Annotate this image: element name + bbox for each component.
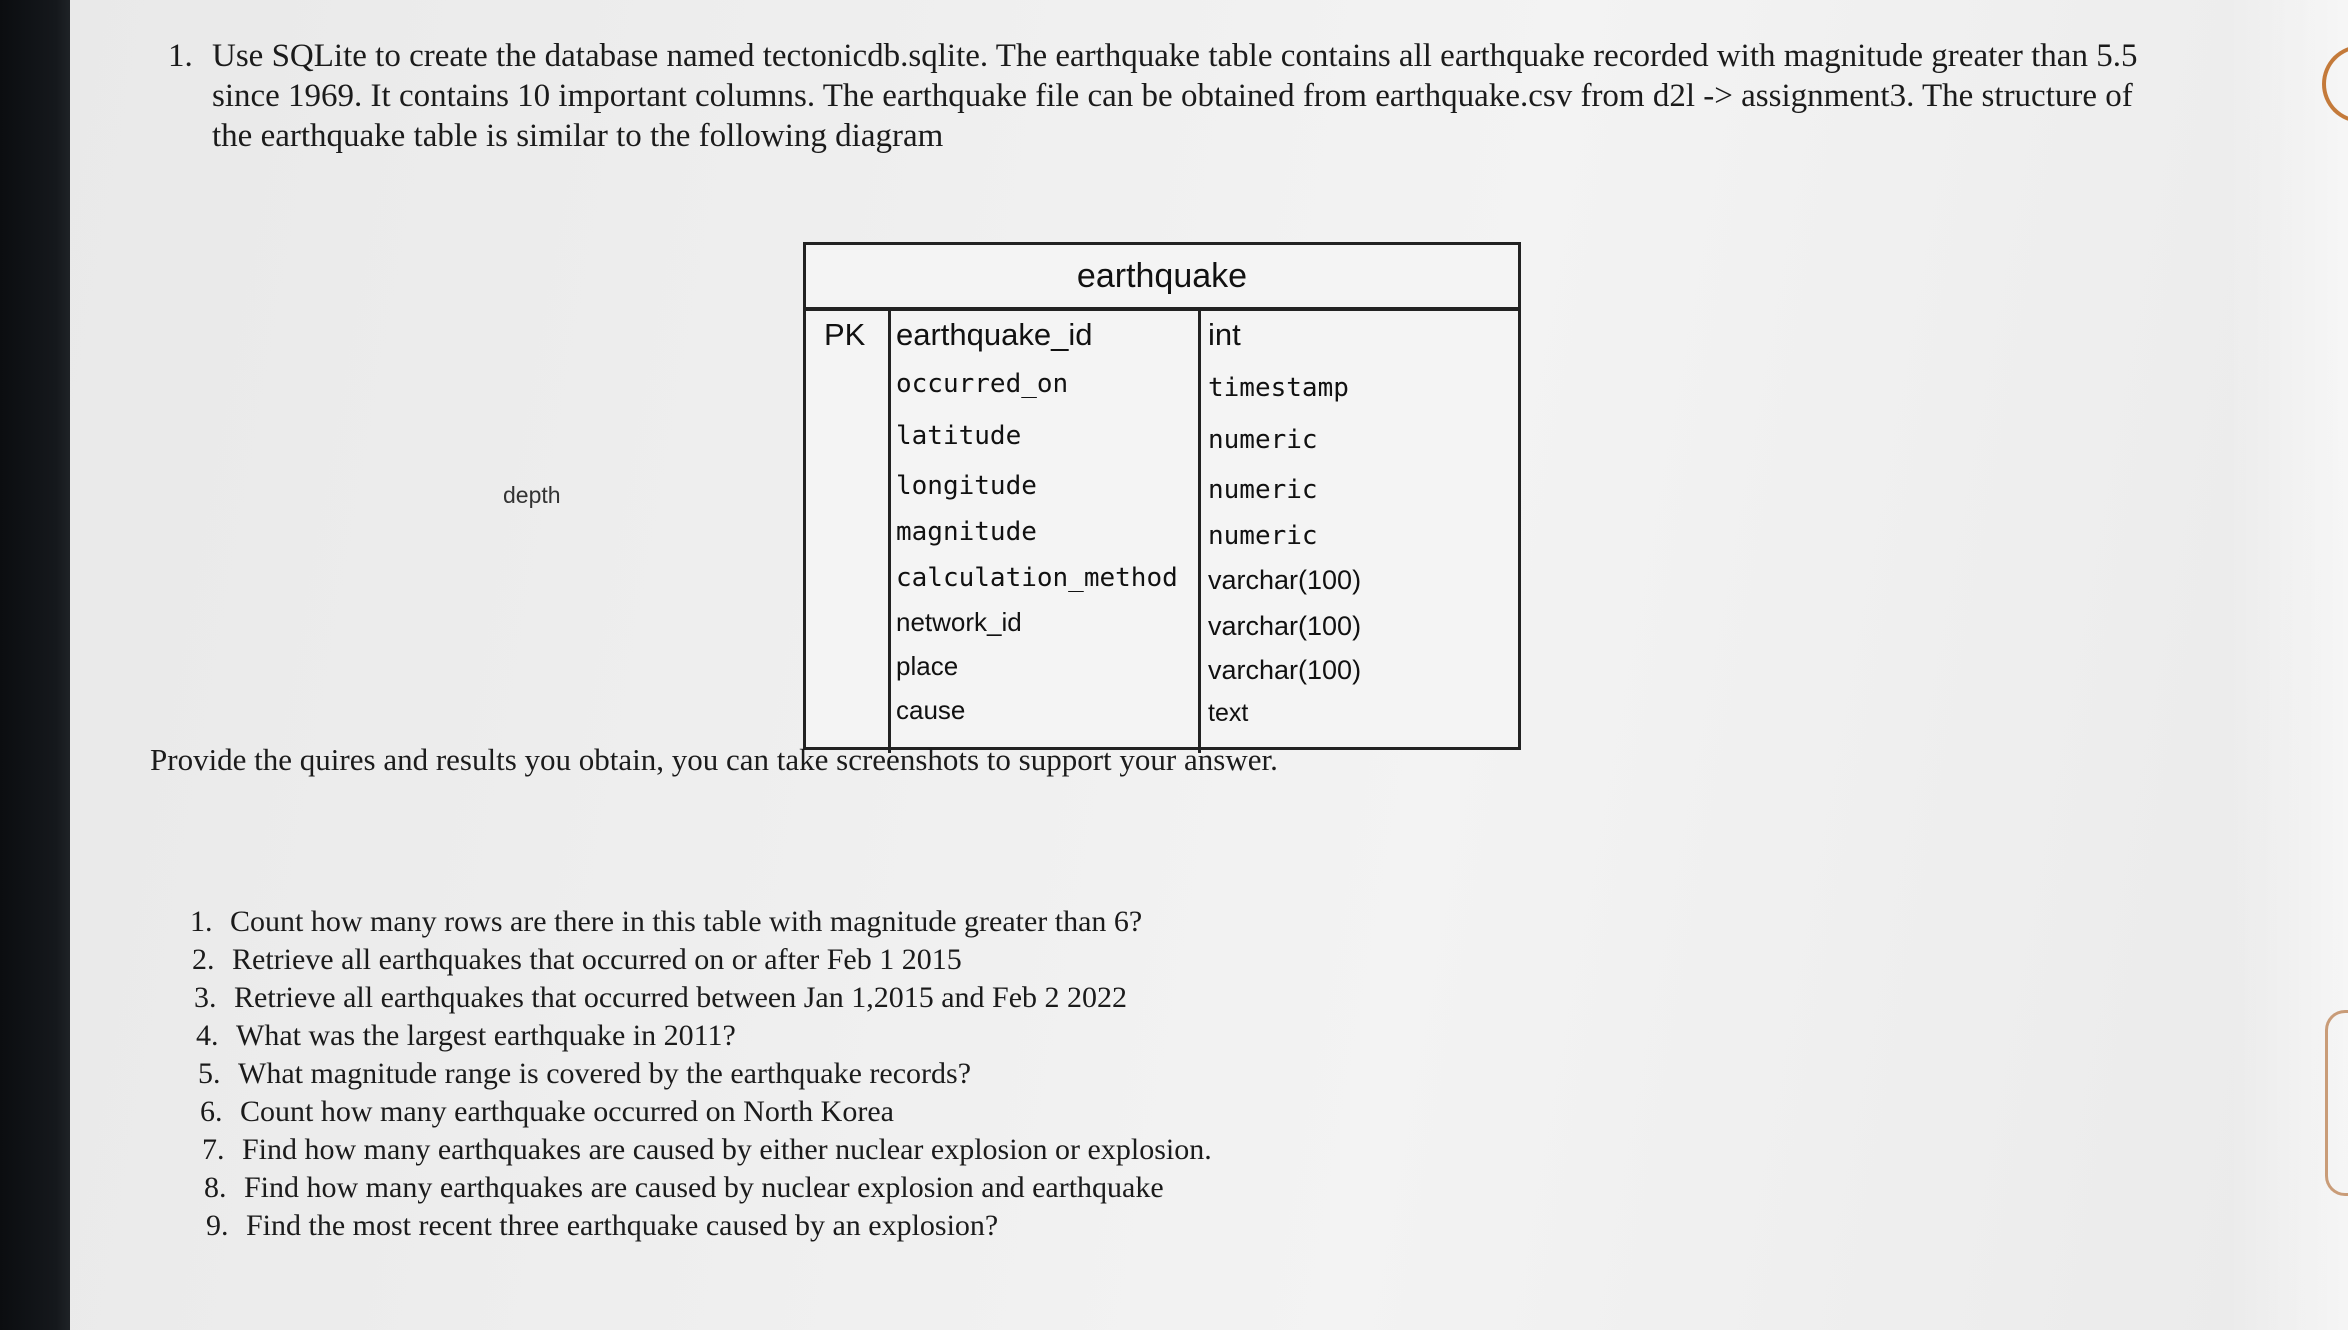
column-name: occurred_on [896,369,1069,399]
question-text: Retrieve all earthquakes that occurred on or after Feb 1 2015 [232,943,962,976]
column-name: magnitude [896,517,1037,547]
intro-number: 1. [168,38,193,74]
column-name: longitude [896,471,1037,501]
question-number: 9. [206,1209,229,1242]
column-type: numeric [1208,521,1318,551]
dark-left-edge [0,0,80,1330]
question-number: 7. [202,1133,225,1166]
column-type: varchar(100) [1208,611,1362,641]
question-text: Retrieve all earthquakes that occurred between Jan 1,2015 and Feb 2 2022 [234,981,1128,1014]
list-item [190,905,1142,939]
question-text: Count how many rows are there in this table with magnitude greater than 6? [230,905,1143,938]
list-item [206,1209,998,1243]
list-item [204,1171,1164,1205]
list-item [194,981,1127,1015]
column-type: int [1208,317,1241,352]
pk-column-divider [888,311,891,753]
column-name: cause [896,695,966,725]
column-name: place [896,651,959,681]
column-type: timestamp [1208,373,1349,403]
column-type: numeric [1208,425,1318,455]
question-text: Count how many earthquake occurred on North Korea [240,1095,894,1128]
question-number: 4. [196,1019,219,1052]
intro-line-2: since 1969. It contains 10 important columns. The earthquake file can be obtained from earthquake.csv from d2l -> assignment3. The structure of [212,78,2133,114]
question-text: What magnitude range is covered by the earthquake records? [238,1057,972,1090]
question-number: 8. [204,1171,227,1204]
intro-line-3: the earthquake table is similar to the following diagram [212,118,944,154]
list-item [202,1133,1212,1167]
column-name: network_id [896,607,1022,637]
question-text: Find how many earthquakes are caused by nuclear explosion and earthquake [244,1171,1164,1204]
list-item [198,1057,971,1091]
list-item [196,1019,736,1053]
question-text: Find the most recent three earthquake caused by an explosion? [246,1209,999,1242]
stray-label-depth: depth [503,482,561,508]
question-text: What was the largest earthquake in 2011? [236,1019,736,1052]
list-item [200,1095,894,1129]
column-name: earthquake_id [896,317,1093,352]
question-number: 3. [194,981,217,1014]
instructions-text: Provide the quires and results you obtain, you can take screenshots to support your answer. [150,742,1278,777]
primary-key-label: PK [824,317,866,352]
list-item [192,943,962,977]
table-name: earthquake [806,245,1518,311]
column-type: varchar(100) [1208,655,1362,685]
column-name: latitude [896,421,1022,451]
column-name: calculation_method [896,563,1178,593]
intro-line-1: Use SQLite to create the database named tectonicdb.sqlite. The earthquake table contains all earthquake recorded with magnitude greater than 5.5 [212,38,2138,74]
type-column-divider [1198,311,1201,753]
question-number: 2. [192,943,215,976]
column-type: numeric [1208,475,1318,505]
margin-curve-mark [2325,1010,2348,1196]
er-diagram-table [803,242,1521,750]
column-type: varchar(100) [1208,565,1362,595]
column-type: text [1208,699,1249,727]
question-number: 1. [190,905,213,938]
question-number: 6. [200,1095,223,1128]
question-text: Find how many earthquakes are caused by either nuclear explosion or explosion. [242,1133,1212,1166]
question-number: 5. [198,1057,221,1090]
